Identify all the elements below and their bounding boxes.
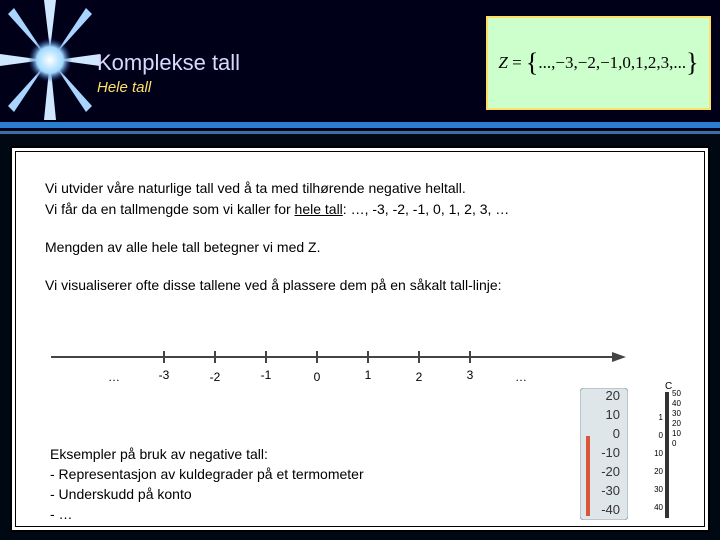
left-brace: { <box>525 48 539 77</box>
header-divider-thin <box>0 131 720 134</box>
number-line-label: … <box>108 370 120 384</box>
term-hele-tall: hele tall <box>294 201 343 217</box>
slide-header <box>0 0 720 130</box>
number-line-label: 2 <box>415 370 423 384</box>
thermometer-scale-label: -10 <box>601 445 620 460</box>
thermometer-scale-label: -40 <box>601 502 620 517</box>
formula-set-body: ...,−3,−2,−1,0,1,2,3,... <box>538 53 687 72</box>
examples-block <box>50 444 364 524</box>
number-line-arrow <box>612 352 626 362</box>
number-line-label: 1 <box>364 368 372 382</box>
thermometer-scale-label: 10 <box>605 407 620 422</box>
example-item-2: - Underskudd på konto <box>50 486 192 502</box>
integer-set-formula <box>498 48 698 78</box>
number-line-label: … <box>515 370 527 384</box>
number-line-label: 0 <box>313 370 321 384</box>
thermometer2-left-label: 10 <box>654 449 663 458</box>
thermometer2-left-label: 30 <box>654 485 663 494</box>
number-line-label: 3 <box>466 368 474 382</box>
number-line-label: -2 <box>209 370 221 384</box>
number-line-label: -1 <box>260 368 272 382</box>
body-line-4: Vi visualiserer ofte disse tallene ved å plassere dem på en såkalt tall-linje: <box>45 277 502 293</box>
slide-subtitle: Hele tall <box>97 79 152 96</box>
thermometer-scale-image <box>645 380 690 520</box>
header-divider <box>0 122 720 128</box>
thermometer2-right-label: 40 <box>672 399 681 408</box>
slide-title: Komplekse tall <box>97 50 241 75</box>
thermometer2-right-label: 20 <box>672 419 681 428</box>
body-line-2 <box>45 201 509 217</box>
number-line-label: -3 <box>158 368 170 382</box>
thermometer-tube <box>665 392 669 518</box>
thermometer2-left-label: 0 <box>658 431 663 440</box>
thermometer2-left-label: 1 <box>658 413 663 422</box>
thermometer2-right-label: 10 <box>672 429 681 438</box>
body-line-3: Mengden av alle hele tall betegner vi med Z. <box>45 239 321 255</box>
thermometer2-right-label: 0 <box>672 439 677 448</box>
thermometer2-right-label: 30 <box>672 409 681 418</box>
formula-symbol: Z <box>498 53 508 72</box>
thermometer-image <box>580 388 628 520</box>
thermometer-unit: C <box>665 381 673 392</box>
body-line-2-start: Vi får da en tallmengde som vi kaller for <box>45 201 295 217</box>
thermometer-scale-label: 0 <box>612 426 620 441</box>
formula-box <box>486 16 711 110</box>
right-brace: } <box>686 48 699 77</box>
starburst-icon <box>0 0 100 120</box>
thermometer-scale-label: -30 <box>601 483 620 498</box>
thermometer2-left-label: 20 <box>654 467 663 476</box>
number-line <box>46 345 626 395</box>
thermometer-scale-label: 20 <box>605 388 620 403</box>
thermometer2-left-label: 40 <box>654 503 663 512</box>
thermometer-liquid <box>586 436 590 516</box>
example-item-3: - … <box>50 506 73 522</box>
thermometer-scale-label: -20 <box>601 464 620 479</box>
formula-equals: = <box>512 53 522 72</box>
examples-heading: Eksempler på bruk av negative tall: <box>50 446 268 462</box>
body-line-1: Vi utvider våre naturlige tall ved å ta med tilhørende negative heltall. <box>45 180 466 196</box>
body-line-2-end: : …, -3, -2, -1, 0, 1, 2, 3, … <box>342 201 510 217</box>
example-item-1: - Representasjon av kuldegrader på et termometer <box>50 466 364 482</box>
thermometer2-right-label: 50 <box>672 389 681 398</box>
